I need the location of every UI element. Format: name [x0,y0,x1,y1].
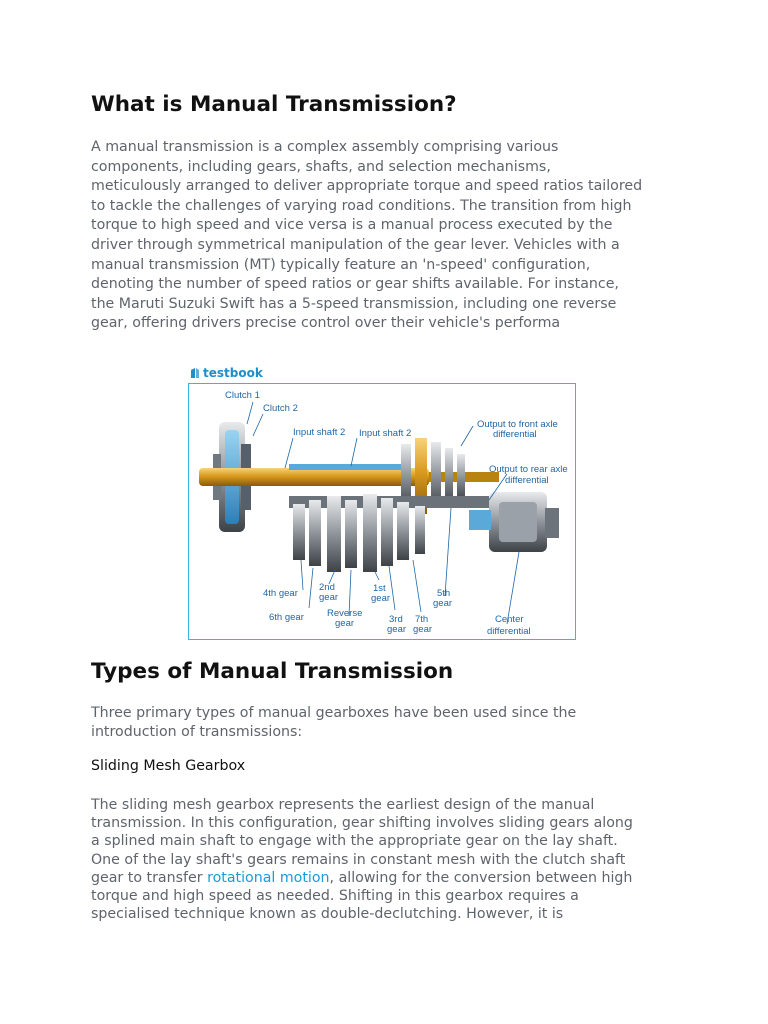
label-1st-gear-2: gear [371,593,391,604]
types-intro-paragraph [91,704,576,741]
label-rear-axle-2: differential [505,475,549,486]
label-input-shaft-a: Input shaft 2 [293,427,346,438]
types-intro-line: introduction of transmissions: [91,723,303,740]
intro-line: driver through symmetrical manipulation of the gear lever. Vehicles with a [91,236,620,253]
transmission-diagram-figure [188,364,576,640]
label-center-diff-2: differential [487,626,531,637]
label-6th-gear: 6th gear [269,612,304,623]
label-3rd-gear-1: 3rd [389,614,403,625]
label-2nd-gear-2: gear [319,592,339,603]
label-front-axle-2: differential [493,429,537,440]
label-1st-gear-1: 1st [373,583,386,594]
rotational-motion-link[interactable]: rotational motion [207,869,330,886]
label-rear-axle-1: Output to rear axle [489,464,568,475]
testbook-mark-icon [190,367,200,379]
label-center-diff-1: Center [495,614,524,625]
label-clutch-2: Clutch 2 [263,403,298,414]
label-4th-gear: 4th gear [263,588,298,599]
testbook-logo [188,364,263,381]
intro-paragraph [91,138,642,334]
intro-line: to tackle the challenges of varying road conditions. The transition from high [91,197,632,214]
label-reverse-gear-1: Reverse [327,608,363,619]
label-5th-gear-1: 5th [437,588,451,599]
sliding-line: specialised technique known as double-declutching. However, it is [91,906,564,923]
sliding-line: transmission. In this configuration, gear shifting involves sliding gears along [91,815,633,832]
label-7th-gear-1: 7th [415,614,429,625]
label-7th-gear-2: gear [413,624,433,635]
sliding-line: a splined main shaft to engage with the appropriate gear on the lay shaft. [91,833,618,850]
testbook-brand-text: testbook [203,365,263,380]
label-5th-gear-2: gear [433,598,453,609]
sliding-line-text: gear to transfer [91,869,208,886]
sliding-line-text: , allowing for the conversion between high [329,869,633,886]
intro-line: components, including gears, shafts, and selection mechanisms, [91,158,551,175]
intro-line: denoting the number of speed ratios or gear shifts available. For instance, [91,276,619,293]
intro-line: the Maruti Suzuki Swift has a 5-speed transmission, including one reverse [91,295,617,312]
heading-what-is-manual-transmission: What is Manual Transmission? [91,92,457,117]
sliding-line [91,869,633,887]
label-front-axle-1: Output to front axle [477,419,558,430]
intro-line: A manual transmission is a complex assembly comprising various [91,139,559,155]
label-reverse-gear-2: gear [335,618,355,629]
gearbox-cutaway-illustration [189,384,575,639]
sliding-line: torque and high speed as needed. Shifting in this gearbox requires a [91,888,579,905]
label-clutch-1: Clutch 1 [225,390,260,401]
intro-line: meticulously arranged to deliver appropriate torque and speed ratios tailored [91,178,643,195]
diagram-frame [188,383,576,640]
sliding-mesh-paragraph [91,796,633,923]
label-3rd-gear-2: gear [387,624,407,635]
label-input-shaft-b: Input shaft 2 [359,428,412,439]
heading-types-of-manual-transmission: Types of Manual Transmission [91,659,454,684]
types-intro-line: Three primary types of manual gearboxes have been used since the [91,705,577,721]
sliding-line: The sliding mesh gearbox represents the earliest design of the manual [91,797,595,813]
lay-shaft-gears [289,494,489,572]
subheading-sliding-mesh-gearbox: Sliding Mesh Gearbox [91,758,246,774]
label-2nd-gear-1: 2nd [319,582,335,593]
sliding-line: One of the lay shaft's gears remains in constant mesh with the clutch shaft [91,851,626,868]
intro-line: gear, offering drivers precise control over their vehicle's performa [91,315,561,332]
intro-line: manual transmission (MT) typically feature an 'n-speed' configuration, [91,256,591,273]
intro-line: torque to high speed and vice versa is a manual process executed by the [91,217,613,234]
